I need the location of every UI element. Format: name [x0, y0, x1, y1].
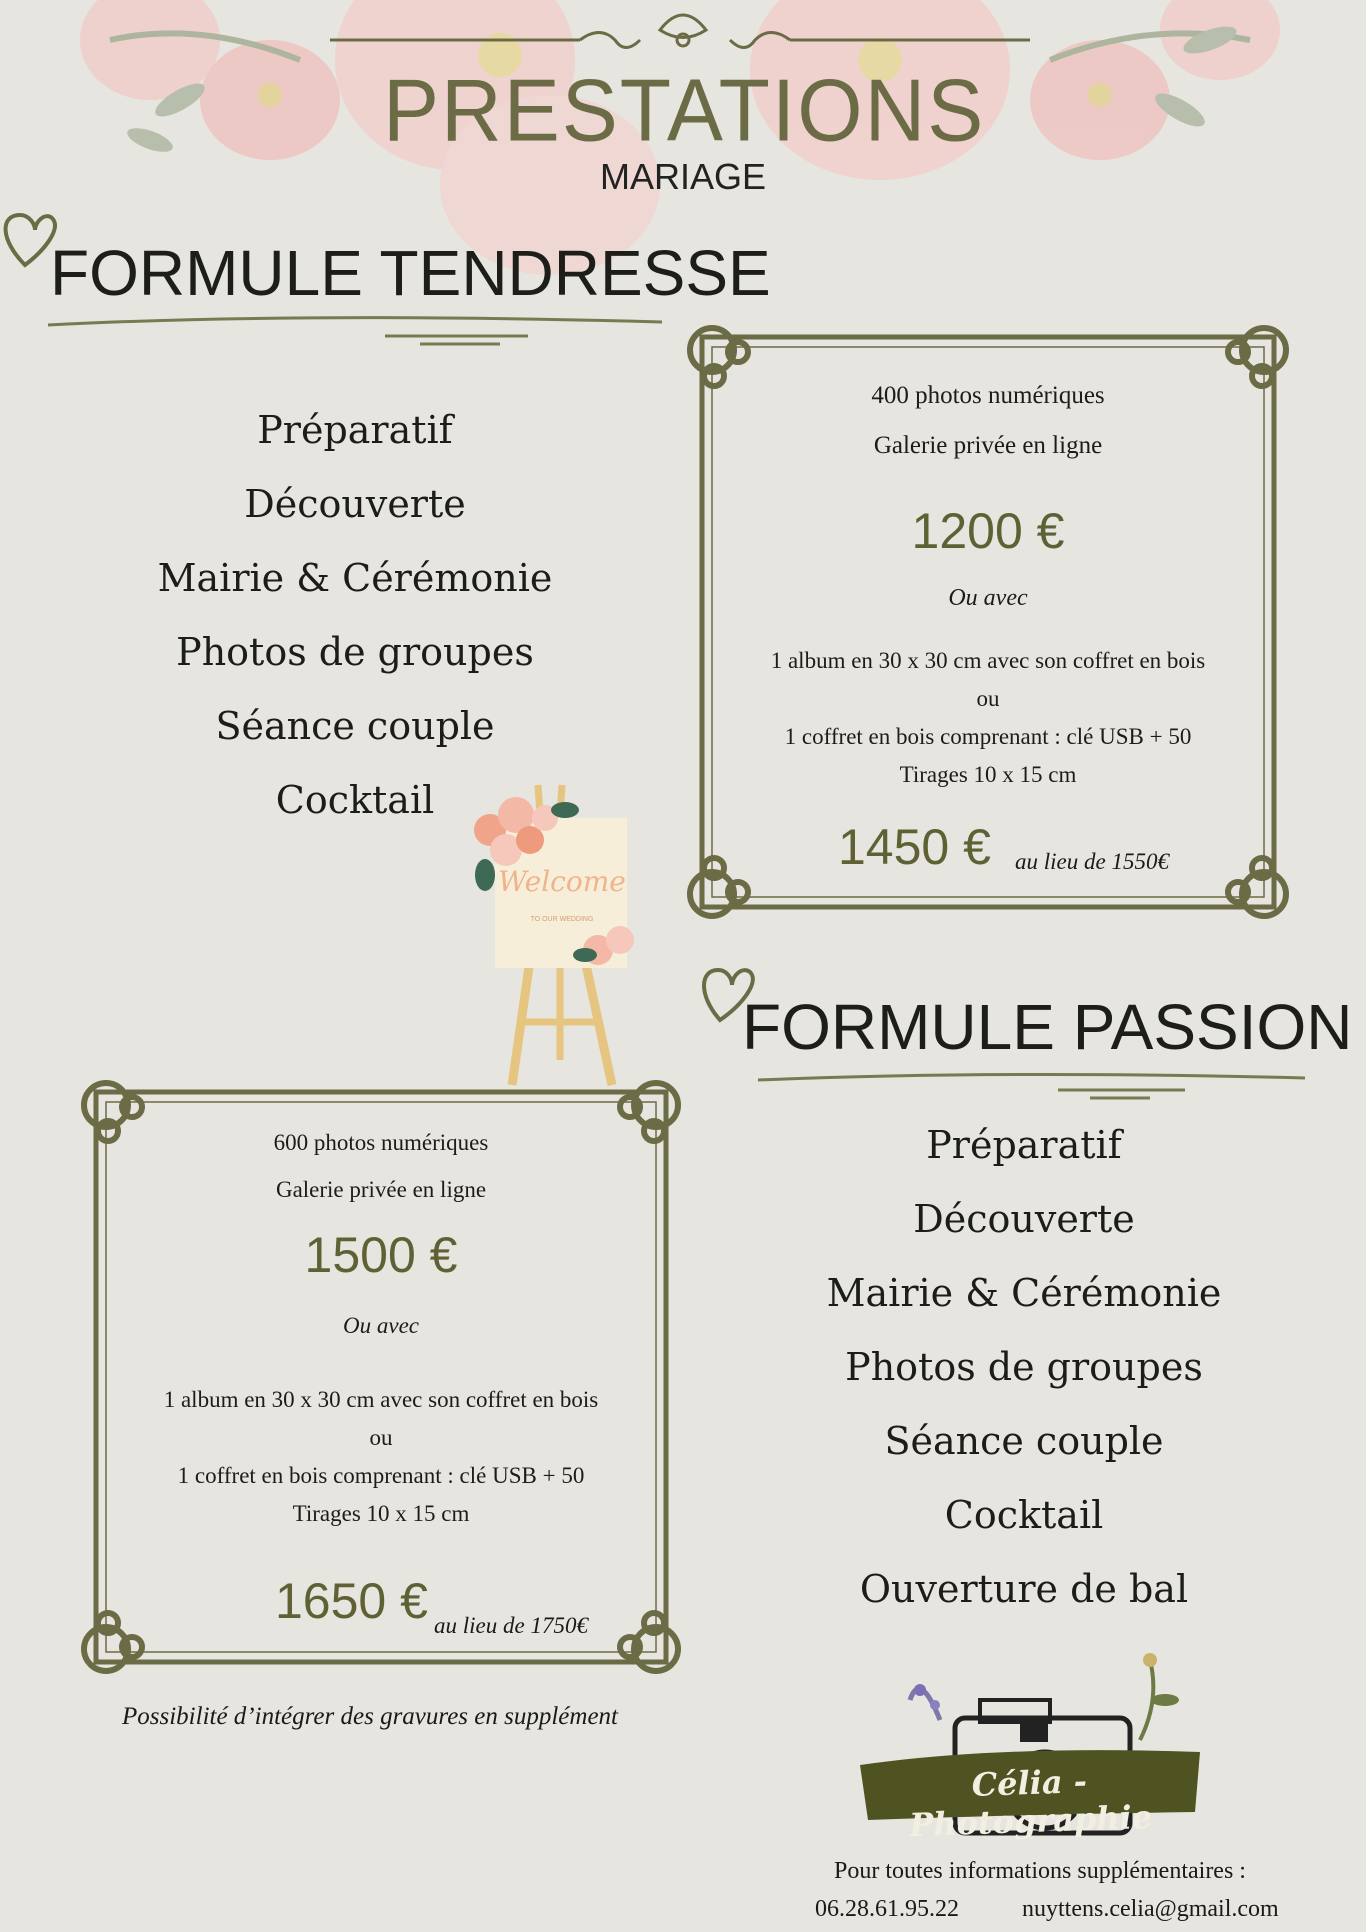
list-item: Préparatif	[257, 408, 453, 452]
option-line: 1 coffret en bois comprenant : clé USB + 50	[784, 724, 1192, 749]
list-item: Préparatif	[926, 1123, 1122, 1167]
contact-email[interactable]: nuyttens.celia@gmail.com	[1022, 1896, 1279, 1922]
option-line: 1 album en 30 x 30 cm avec son coffret en bois	[770, 648, 1206, 673]
list-item: Séance couple	[215, 704, 495, 748]
welcome-sign-subtext: TO OUR WEDDING	[530, 916, 594, 923]
list-item: Cocktail	[944, 1493, 1104, 1537]
welcome-sign-text: Welcome	[498, 865, 626, 898]
passion-gallery: Galerie privée en ligne	[275, 1177, 487, 1202]
passion-price-with-option: 1650 €	[275, 1573, 428, 1629]
option-line: 1 album en 30 x 30 cm avec son coffret en bois	[163, 1387, 599, 1412]
tendresse-price: 1200 €	[911, 503, 1065, 559]
tendresse-services-list	[105, 393, 605, 837]
contact-intro: Pour toutes informations supplémentaires :	[834, 1858, 1246, 1884]
list-item: Mairie & Cérémonie	[157, 556, 553, 600]
passion-photos: 600 photos numériques	[273, 1130, 489, 1155]
tendresse-options	[712, 642, 1264, 794]
list-item: Découverte	[244, 482, 466, 526]
tendresse-price-with-option: 1450 €	[838, 819, 991, 875]
option-line: ou	[976, 686, 1000, 711]
tendresse-instead-of: au lieu de 1550€	[1015, 849, 1169, 874]
list-item: Séance couple	[884, 1419, 1164, 1463]
passion-instead-of: au lieu de 1750€	[434, 1613, 588, 1638]
passion-options	[106, 1381, 656, 1533]
formula-passion-title: FORMULE PASSION	[742, 991, 1353, 1063]
option-line: 1 coffret en bois comprenant : clé USB + 50	[177, 1463, 585, 1488]
page-title: PRESTATIONS	[383, 60, 986, 160]
tendresse-or-with: Ou avec	[948, 585, 1028, 611]
list-item: Photos de groupes	[176, 630, 534, 674]
page-subtitle: MARIAGE	[599, 156, 767, 197]
option-line: Tirages 10 x 15 cm	[899, 762, 1077, 787]
contact-phone[interactable]: 06.28.61.95.22	[815, 1896, 959, 1922]
list-item: Mairie & Cérémonie	[826, 1271, 1222, 1315]
passion-or-with: Ou avec	[343, 1313, 419, 1338]
list-item: Découverte	[913, 1197, 1135, 1241]
list-item: Cocktail	[275, 778, 435, 822]
option-line: ou	[369, 1425, 393, 1450]
tendresse-photos: 400 photos numériques	[871, 382, 1105, 409]
brand-logo-text: Célia - Photographie	[908, 1762, 1153, 1845]
list-item: Photos de groupes	[845, 1345, 1203, 1389]
engraving-note: Possibilité d’intégrer des gravures en supplément	[122, 1703, 618, 1730]
passion-services-list	[774, 1108, 1274, 1626]
tendresse-gallery: Galerie privée en ligne	[873, 432, 1103, 459]
option-line: Tirages 10 x 15 cm	[292, 1501, 470, 1526]
list-item: Ouverture de bal	[859, 1567, 1189, 1611]
formula-tendresse-title: FORMULE TENDRESSE	[50, 237, 771, 309]
passion-price: 1500 €	[304, 1227, 458, 1283]
